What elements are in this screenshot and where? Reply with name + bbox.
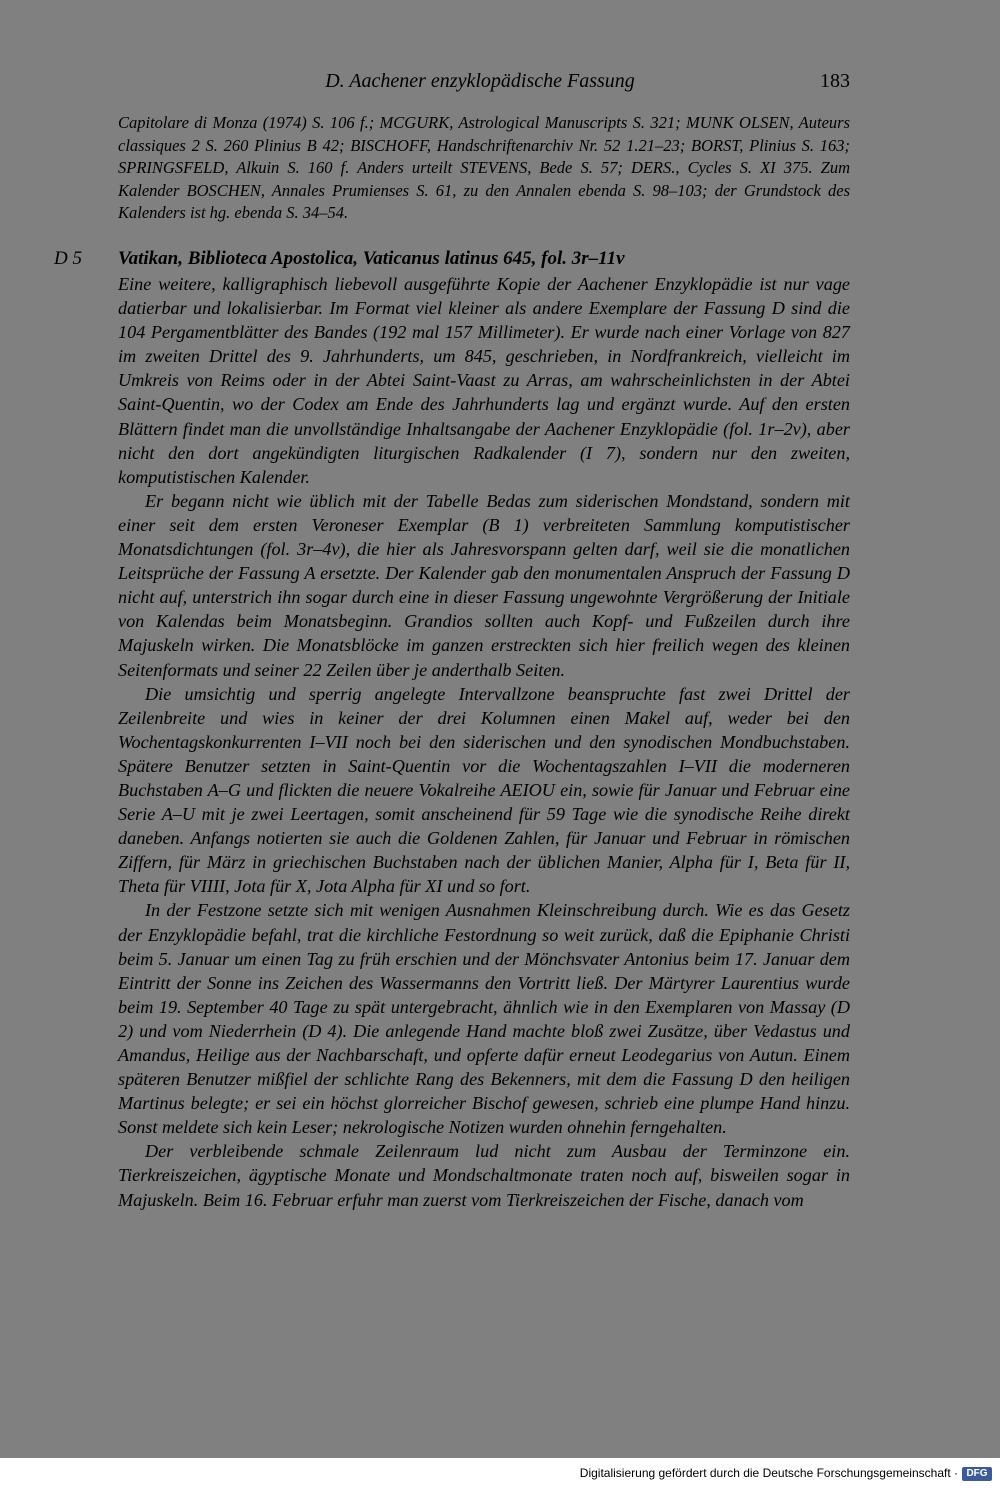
paragraph: Der verbleibende schmale Zeilenraum lud nicht zum Ausbau der Terminzone ein. Tierkreiszeichen, ägyptische Monate und Mondschaltmonate traten noch auf, bisweilen sogar in Majuskeln. Beim 16. Februar erfuhr man zuerst vom Tierkreiszeichen der Fische, danach vom	[118, 1141, 850, 1210]
paragraph: Die umsichtig und sperrig angelegte Intervallzone beanspruchte fast zwei Drittel der Zeilenbreite und wies in keiner der drei Kolumnen einen Makel auf, weder bei den Wochentagskonkurrenten I–VII noch bei den siderischen und den synodischen Mondbuchstaben. Spätere Benutzer setzten in Saint-Quentin vor die Wochentagszahlen I–VII die moderneren Buchstaben A–G und flickten die neuere Vokalreihe AEIOU ein, sowie für Januar und Februar eine Serie A–U mit je zwei Leertagen, somit anscheinend für 59 Tage wie die synodische Reihe direkt daneben. Anfangs notierten sie auch die Goldenen Zahlen, für Januar und Februar in römischen Ziffern, für März in griechischen Buchstaben nach der üblichen Manier, Alpha für I, Beta für II, Theta für VIIII, Jota für X, Jota Alpha für XI und so fort.	[118, 683, 850, 897]
footer-credit: Digitalisierung gefördert durch die Deutsche Forschungsgemeinschaft ·	[579, 1466, 958, 1480]
notes-text: Capitolare di Monza (1974) S. 106 f.; MCGURK, Astrological Manuscripts S. 321; MUNK OLSEN, Auteurs classiques 2 S. 260 Plinius B 42; BISCHOFF, Handschriftenarchiv Nr. 52 1.21–23; BORST, Plinius S. 163; SPRINGSFELD, Alkuin S. 160 f. Anders urteilt STEVENS, Bede S. 57; DERS., Cycles S. XI 375. Zum Kalender BOSCHEN, Annales Prumienses S. 61, zu den Annalen ebenda S. 98–103; der Grundstock des Kalenders ist hg. ebenda S. 34–54.	[118, 113, 850, 223]
page-number: 183	[820, 70, 850, 92]
entry-siglum: D 5	[54, 248, 82, 269]
paragraph: Eine weitere, kalligraphisch liebevoll ausgeführte Kopie der Aachener Enzyklopädie ist nur vage datierbar und lokalisierbar. Im Format viel kleiner als andere Exemplare der Fassung D sind die 104 Pergamentblätter des Bandes (192 mal 157 Millimeter). Er wurde nach einer Vorlage von 827 im zweiten Drittel des 9. Jahrhunderts, um 845, geschrieben, in Nordfrankreich, vielleicht im Umkreis von Reims oder in der Abtei Saint-Vaast zu Arras, am wahrscheinlichsten in der Abtei Saint-Quentin, wo der Codex am Ende des Jahrhunderts lag und ergänzt wurde. Auf den ersten Blättern findet man die unvollständige Inhaltsangabe der Aachener Enzyklopädie (fol. 1r–2v), aber nicht den dort angekündigten liturgischen Radkalender (I 7), sondern nur den zweiten, komputistischen Kalender.	[118, 274, 850, 487]
body-text	[118, 272, 850, 1212]
paragraph: Er begann nicht wie üblich mit der Tabelle Bedas zum siderischen Mondstand, sondern mit einer seit dem ersten Veroneser Exemplar (B 1) verbreiteten Sammlung komputistischer Monatsdichtungen (fol. 3r–4v), die hier als Jahresvorspann gelten darf, weil sie die monatlichen Leitsprüche der Fassung A ersetzte. Der Kalender gab den monumentalen Anspruch der Fassung D nicht auf, unterstrich ihn sogar durch eine in dieser Fassung ungewohnte Vergrößerung der Initiale von Kalendas beim Monatsbeginn. Grandios sollten auch Kopf- und Fußzeilen durch ihre Majuskeln wirken. Die Monatsblöcke im ganzen erstreckten sich hier freilich wegen des kleinen Seitenformats und seiner 22 Zeilen über je anderthalb Seiten.	[118, 490, 850, 680]
dfg-logo-icon: DFG	[962, 1467, 992, 1481]
footer-bar	[0, 1458, 1000, 1491]
paragraph: In der Festzone setzte sich mit wenigen Ausnahmen Kleinschreibung durch. Wie es das Gesetz der Enzyklopädie befahl, trat die kirchliche Festordnung so weit zurück, daß die Epiphanie Christi beim 5. Januar um einen Tag zu früh erschien und der Mönchsvater Antonius beim 17. Januar dem Eintritt der Sonne ins Zeichen des Wassermanns den Vortritt ließ. Der Märtyrer Laurentius wurde beim 19. September 40 Tage zu spät untergebracht, ähnlich wie in den Exemplaren von Massay (D 2) und vom Niederrhein (D 4). Die anlegende Hand machte bloß zwei Zusätze, über Vedastus und Amandus, Heilige aus der Nachbarschaft, und opferte dafür erneut Leodegarius von Autun. Einem späteren Benutzer mißfiel der schlichte Rang des Bekenners, mit dem die Fassung D den heiligen Martinus belegte; er sei ein höchst glorreicher Bischof gewesen, schrieb eine plumpe Hand hinzu. Sonst meldete sich kein Leser; nekrologische Notizen wurden ohnehin ferngehalten.	[118, 900, 850, 1138]
bibliography-notes	[118, 112, 850, 225]
running-header: D. Aachener enzyklopädische Fassung	[325, 70, 635, 92]
entry-heading: Vatikan, Biblioteca Apostolica, Vaticanus latinus 645, fol. 3r–11v	[118, 248, 625, 269]
